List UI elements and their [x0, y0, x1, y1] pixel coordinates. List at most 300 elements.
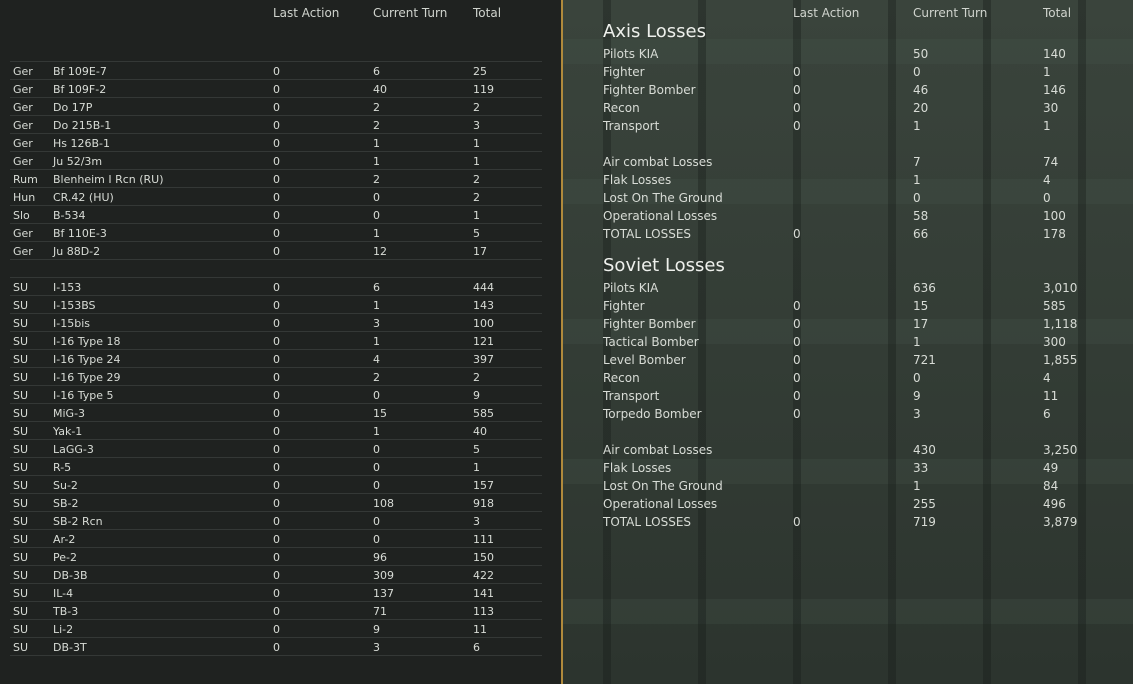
last-action-cell: 0 — [273, 497, 280, 510]
nation-cell: SU — [13, 569, 29, 582]
summary-row — [563, 494, 1133, 512]
nation-cell: Rum — [13, 173, 38, 186]
current-turn-cell: 17 — [913, 317, 929, 331]
current-turn-cell: 0 — [913, 371, 921, 385]
current-turn-cell: 0 — [373, 209, 380, 222]
nation-cell: SU — [13, 443, 29, 456]
table-row — [10, 619, 542, 638]
current-turn-cell: 0 — [913, 65, 921, 79]
summary-row — [563, 368, 1133, 386]
total-cell: 3,250 — [1043, 443, 1078, 457]
table-row — [10, 637, 542, 656]
last-action-cell: 0 — [273, 641, 280, 654]
aircraft-name-cell: Ju 52/3m — [53, 155, 103, 168]
current-turn-cell: 0 — [373, 479, 380, 492]
nation-cell: Ger — [13, 137, 33, 150]
current-turn-cell: 3 — [913, 407, 921, 421]
label-cell: Flak Losses — [603, 173, 672, 187]
total-cell: 4 — [1043, 371, 1051, 385]
table-row — [10, 601, 542, 620]
total-cell: 5 — [473, 227, 480, 240]
last-action-cell: 0 — [273, 119, 280, 132]
aircraft-name-cell: Bf 109F-2 — [53, 83, 107, 96]
total-cell: 397 — [473, 353, 494, 366]
current-turn-cell: 1 — [913, 119, 921, 133]
total-cell: 1 — [473, 155, 480, 168]
current-turn-cell: 66 — [913, 227, 929, 241]
table-row — [10, 205, 542, 224]
last-action-cell: 0 — [273, 533, 280, 546]
total-cell: 300 — [1043, 335, 1066, 349]
label-cell: Air combat Losses — [603, 443, 713, 457]
nation-cell: SU — [13, 623, 29, 636]
nation-cell: Ger — [13, 83, 33, 96]
summary-row — [563, 152, 1133, 170]
current-turn-cell: 3 — [373, 641, 380, 654]
current-turn-cell: 137 — [373, 587, 394, 600]
label-cell: Lost On The Ground — [603, 191, 723, 205]
nation-cell: Ger — [13, 245, 33, 258]
table-row — [10, 529, 542, 548]
current-turn-cell: 0 — [373, 191, 380, 204]
total-cell: 1 — [1043, 65, 1051, 79]
total-cell: 6 — [1043, 407, 1051, 421]
total-cell: 40 — [473, 425, 487, 438]
table-row — [10, 403, 542, 422]
last-action-cell: 0 — [273, 551, 280, 564]
last-action-cell: 0 — [793, 83, 801, 97]
summary-row — [563, 458, 1133, 476]
total-cell: 113 — [473, 605, 494, 618]
current-turn-cell: 2 — [373, 371, 380, 384]
last-action-cell: 0 — [273, 371, 280, 384]
current-turn-cell: 0 — [373, 533, 380, 546]
total-cell: 146 — [1043, 83, 1066, 97]
total-cell: 143 — [473, 299, 494, 312]
current-turn-cell: 108 — [373, 497, 394, 510]
table-row — [10, 187, 542, 206]
last-action-cell: 0 — [273, 227, 280, 240]
current-turn-cell: 309 — [373, 569, 394, 582]
last-action-cell: 0 — [793, 389, 801, 403]
nation-cell: Slo — [13, 209, 30, 222]
current-turn-cell: 58 — [913, 209, 929, 223]
nation-cell: SU — [13, 353, 29, 366]
total-cell: 585 — [1043, 299, 1066, 313]
current-turn-cell: 0 — [373, 443, 380, 456]
last-action-cell: 0 — [793, 101, 801, 115]
current-turn-cell: 20 — [913, 101, 929, 115]
table-row — [10, 349, 542, 368]
table-row — [10, 331, 542, 350]
table-row — [10, 61, 542, 80]
last-action-cell: 0 — [273, 155, 280, 168]
axis-losses-title: Axis Losses — [603, 21, 706, 42]
summary-row — [563, 386, 1133, 404]
current-turn-cell: 7 — [913, 155, 921, 169]
last-action-cell: 0 — [273, 407, 280, 420]
table-row-divider — [10, 655, 542, 656]
aircraft-name-cell: LaGG-3 — [53, 443, 94, 456]
last-action-cell: 0 — [273, 479, 280, 492]
current-turn-cell: 12 — [373, 245, 387, 258]
summary-row — [563, 98, 1133, 116]
total-cell: 74 — [1043, 155, 1059, 169]
last-action-cell: 0 — [273, 587, 280, 600]
label-cell: Recon — [603, 371, 640, 385]
nation-cell: Ger — [13, 119, 33, 132]
current-turn-cell: 50 — [913, 47, 929, 61]
aircraft-name-cell: TB-3 — [53, 605, 79, 618]
nation-cell: SU — [13, 299, 29, 312]
current-turn-cell: 1 — [373, 137, 380, 150]
label-cell: Fighter — [603, 65, 645, 79]
last-action-cell: 0 — [793, 407, 801, 421]
current-turn-cell: 255 — [913, 497, 936, 511]
label-cell: Lost On The Ground — [603, 479, 723, 493]
aircraft-losses-table — [0, 0, 561, 684]
last-action-cell: 0 — [273, 425, 280, 438]
summary-row — [563, 332, 1133, 350]
last-action-cell: 0 — [793, 119, 801, 133]
table-row — [10, 169, 542, 188]
current-turn-cell: 15 — [913, 299, 929, 313]
aircraft-name-cell: Do 17P — [53, 101, 93, 114]
nation-cell: SU — [13, 389, 29, 402]
summary-row — [563, 62, 1133, 80]
aircraft-name-cell: MiG-3 — [53, 407, 86, 420]
last-action-cell: 0 — [273, 353, 280, 366]
aircraft-name-cell: Ju 88D-2 — [53, 245, 101, 258]
summary-row — [563, 206, 1133, 224]
total-cell: 1 — [473, 209, 480, 222]
last-action-cell: 0 — [793, 227, 801, 241]
current-turn-cell: 6 — [373, 65, 380, 78]
summary-row — [563, 350, 1133, 368]
table-row — [10, 475, 542, 494]
summary-row — [563, 278, 1133, 296]
summary-header-total: Total — [1043, 6, 1072, 20]
current-turn-cell: 9 — [373, 623, 380, 636]
last-action-cell: 0 — [273, 443, 280, 456]
nation-cell: Ger — [13, 101, 33, 114]
aircraft-name-cell: I-16 Type 24 — [53, 353, 121, 366]
total-cell: 100 — [1043, 209, 1066, 223]
last-action-cell: 0 — [273, 569, 280, 582]
current-turn-cell: 0 — [373, 389, 380, 402]
label-cell: Fighter Bomber — [603, 83, 696, 97]
table-row — [10, 385, 542, 404]
last-action-cell: 0 — [273, 335, 280, 348]
current-turn-cell: 3 — [373, 317, 380, 330]
label-cell: Torpedo Bomber — [603, 407, 702, 421]
current-turn-cell: 40 — [373, 83, 387, 96]
table-row — [10, 565, 542, 584]
nation-cell: SU — [13, 335, 29, 348]
total-cell: 49 — [1043, 461, 1059, 475]
total-cell: 6 — [473, 641, 480, 654]
total-cell: 0 — [1043, 191, 1051, 205]
last-action-cell: 0 — [793, 371, 801, 385]
total-cell: 141 — [473, 587, 494, 600]
current-turn-cell: 2 — [373, 101, 380, 114]
summary-header-current-turn: Current Turn — [913, 6, 988, 20]
last-action-cell: 0 — [793, 65, 801, 79]
nation-cell: SU — [13, 515, 29, 528]
aircraft-name-cell: Do 215B-1 — [53, 119, 112, 132]
summary-row — [563, 80, 1133, 98]
nation-cell: SU — [13, 281, 29, 294]
total-cell: 1,118 — [1043, 317, 1078, 331]
label-cell: Tactical Bomber — [603, 335, 699, 349]
current-turn-cell: 0 — [373, 461, 380, 474]
nation-cell: Ger — [13, 155, 33, 168]
current-turn-cell: 96 — [373, 551, 387, 564]
current-turn-cell: 4 — [373, 353, 380, 366]
current-turn-cell: 721 — [913, 353, 936, 367]
label-cell: Pilots KIA — [603, 281, 659, 295]
summary-row — [563, 224, 1133, 242]
label-cell: Transport — [603, 389, 660, 403]
current-turn-cell: 33 — [913, 461, 929, 475]
last-action-cell: 0 — [793, 299, 801, 313]
nation-cell: SU — [13, 371, 29, 384]
last-action-cell: 0 — [793, 353, 801, 367]
total-cell: 150 — [473, 551, 494, 564]
total-cell: 5 — [473, 443, 480, 456]
last-action-cell: 0 — [273, 173, 280, 186]
last-action-cell: 0 — [273, 461, 280, 474]
last-action-cell: 0 — [793, 515, 801, 529]
summary-row — [563, 476, 1133, 494]
aircraft-name-cell: DB-3B — [53, 569, 88, 582]
current-turn-cell: 1 — [373, 155, 380, 168]
aircraft-name-cell: Li-2 — [53, 623, 74, 636]
header-last-action: Last Action — [273, 6, 340, 20]
nation-cell: Hun — [13, 191, 36, 204]
table-row — [10, 259, 542, 278]
last-action-cell: 0 — [273, 389, 280, 402]
current-turn-cell: 0 — [373, 515, 380, 528]
aircraft-name-cell: IL-4 — [53, 587, 74, 600]
last-action-cell: 0 — [793, 317, 801, 331]
total-cell: 585 — [473, 407, 494, 420]
table-row — [10, 133, 542, 152]
aircraft-name-cell: CR.42 (HU) — [53, 191, 114, 204]
total-cell: 25 — [473, 65, 487, 78]
total-cell: 1 — [473, 461, 480, 474]
aircraft-name-cell: B-534 — [53, 209, 86, 222]
total-cell: 111 — [473, 533, 494, 546]
current-turn-cell: 1 — [913, 173, 921, 187]
current-turn-cell: 1 — [913, 479, 921, 493]
summary-header-last-action: Last Action — [793, 6, 860, 20]
total-cell: 11 — [473, 623, 487, 636]
current-turn-cell: 2 — [373, 119, 380, 132]
last-action-cell: 0 — [273, 281, 280, 294]
label-cell: Pilots KIA — [603, 47, 659, 61]
last-action-cell: 0 — [273, 83, 280, 96]
total-cell: 496 — [1043, 497, 1066, 511]
last-action-cell: 0 — [273, 191, 280, 204]
table-row — [10, 115, 542, 134]
current-turn-cell: 0 — [913, 191, 921, 205]
total-cell: 119 — [473, 83, 494, 96]
summary-row — [563, 188, 1133, 206]
aircraft-name-cell: I-153 — [53, 281, 82, 294]
current-turn-cell: 9 — [913, 389, 921, 403]
summary-row — [563, 44, 1133, 62]
last-action-cell: 0 — [273, 101, 280, 114]
aircraft-name-cell: R-5 — [53, 461, 72, 474]
current-turn-cell: 1 — [373, 299, 380, 312]
total-cell: 1,855 — [1043, 353, 1078, 367]
nation-cell: Ger — [13, 227, 33, 240]
table-row — [10, 97, 542, 116]
aircraft-name-cell: Su-2 — [53, 479, 78, 492]
current-turn-cell: 1 — [373, 425, 380, 438]
last-action-cell: 0 — [273, 605, 280, 618]
current-turn-cell: 1 — [913, 335, 921, 349]
current-turn-cell: 636 — [913, 281, 936, 295]
total-cell: 178 — [1043, 227, 1066, 241]
table-row — [10, 313, 542, 332]
aircraft-name-cell: I-16 Type 29 — [53, 371, 121, 384]
current-turn-cell: 1 — [373, 335, 380, 348]
nation-cell: SU — [13, 479, 29, 492]
nation-cell: Ger — [13, 65, 33, 78]
table-row — [10, 583, 542, 602]
nation-cell: SU — [13, 587, 29, 600]
label-cell: Operational Losses — [603, 209, 718, 223]
total-cell: 3 — [473, 515, 480, 528]
aircraft-name-cell: I-16 Type 5 — [53, 389, 114, 402]
nation-cell: SU — [13, 497, 29, 510]
nation-cell: SU — [13, 641, 29, 654]
last-action-cell: 0 — [793, 335, 801, 349]
table-row — [10, 223, 542, 242]
total-cell: 444 — [473, 281, 494, 294]
current-turn-cell: 6 — [373, 281, 380, 294]
total-cell: 30 — [1043, 101, 1059, 115]
label-cell: TOTAL LOSSES — [603, 227, 692, 241]
aircraft-name-cell: Yak-1 — [53, 425, 83, 438]
total-cell: 1 — [473, 137, 480, 150]
aircraft-name-cell: Ar-2 — [53, 533, 76, 546]
header-current-turn: Current Turn — [373, 6, 448, 20]
total-cell: 9 — [473, 389, 480, 402]
nation-cell: SU — [13, 407, 29, 420]
total-cell: 17 — [473, 245, 487, 258]
total-cell: 2 — [473, 371, 480, 384]
table-row — [10, 457, 542, 476]
label-cell: Transport — [603, 119, 660, 133]
current-turn-cell: 719 — [913, 515, 936, 529]
table-row — [10, 547, 542, 566]
total-cell: 121 — [473, 335, 494, 348]
total-cell: 2 — [473, 173, 480, 186]
aircraft-name-cell: Hs 126B-1 — [53, 137, 111, 150]
aircraft-name-cell: I-153BS — [53, 299, 96, 312]
aircraft-name-cell: Pe-2 — [53, 551, 77, 564]
total-cell: 4 — [1043, 173, 1051, 187]
current-turn-cell: 15 — [373, 407, 387, 420]
nation-cell: SU — [13, 425, 29, 438]
total-cell: 3,010 — [1043, 281, 1078, 295]
nation-cell: SU — [13, 551, 29, 564]
table-row — [10, 493, 542, 512]
label-cell: Flak Losses — [603, 461, 672, 475]
last-action-cell: 0 — [273, 623, 280, 636]
label-cell: Fighter — [603, 299, 645, 313]
total-cell: 140 — [1043, 47, 1066, 61]
aircraft-name-cell: I-16 Type 18 — [53, 335, 121, 348]
total-cell: 422 — [473, 569, 494, 582]
total-cell: 100 — [473, 317, 494, 330]
summary-row — [563, 116, 1133, 134]
summary-row — [563, 422, 1133, 440]
table-row — [10, 295, 542, 314]
header-total: Total — [473, 6, 502, 20]
current-turn-cell: 2 — [373, 173, 380, 186]
label-cell: Fighter Bomber — [603, 317, 696, 331]
summary-row — [563, 170, 1133, 188]
nation-cell: SU — [13, 461, 29, 474]
total-cell: 2 — [473, 191, 480, 204]
current-turn-cell: 46 — [913, 83, 929, 97]
current-turn-cell: 71 — [373, 605, 387, 618]
table-row — [10, 277, 542, 296]
last-action-cell: 0 — [273, 299, 280, 312]
total-cell: 157 — [473, 479, 494, 492]
table-row — [10, 511, 542, 530]
aircraft-name-cell: I-15bis — [53, 317, 90, 330]
total-cell: 3 — [473, 119, 480, 132]
label-cell: Air combat Losses — [603, 155, 713, 169]
summary-row — [563, 440, 1133, 458]
losses-summary-panel — [563, 0, 1133, 684]
aircraft-name-cell: DB-3T — [53, 641, 87, 654]
current-turn-cell: 1 — [373, 227, 380, 240]
nation-cell: SU — [13, 533, 29, 546]
soviet-losses-title: Soviet Losses — [603, 255, 725, 276]
total-cell: 1 — [1043, 119, 1051, 133]
last-action-cell: 0 — [273, 245, 280, 258]
label-cell: Operational Losses — [603, 497, 718, 511]
label-cell: Level Bomber — [603, 353, 686, 367]
current-turn-cell: 430 — [913, 443, 936, 457]
total-cell: 918 — [473, 497, 494, 510]
table-row — [10, 367, 542, 386]
last-action-cell: 0 — [273, 65, 280, 78]
aircraft-name-cell: Blenheim I Rcn (RU) — [53, 173, 164, 186]
last-action-cell: 0 — [273, 317, 280, 330]
summary-row — [563, 512, 1133, 530]
table-row — [10, 421, 542, 440]
last-action-cell: 0 — [273, 209, 280, 222]
label-cell: Recon — [603, 101, 640, 115]
table-row — [10, 241, 542, 260]
aircraft-name-cell: SB-2 Rcn — [53, 515, 103, 528]
total-cell: 3,879 — [1043, 515, 1078, 529]
total-cell: 84 — [1043, 479, 1059, 493]
table-row — [10, 79, 542, 98]
summary-row — [563, 404, 1133, 422]
aircraft-name-cell: Bf 109E-7 — [53, 65, 107, 78]
last-action-cell: 0 — [273, 515, 280, 528]
total-cell: 2 — [473, 101, 480, 114]
aircraft-name-cell: SB-2 — [53, 497, 79, 510]
